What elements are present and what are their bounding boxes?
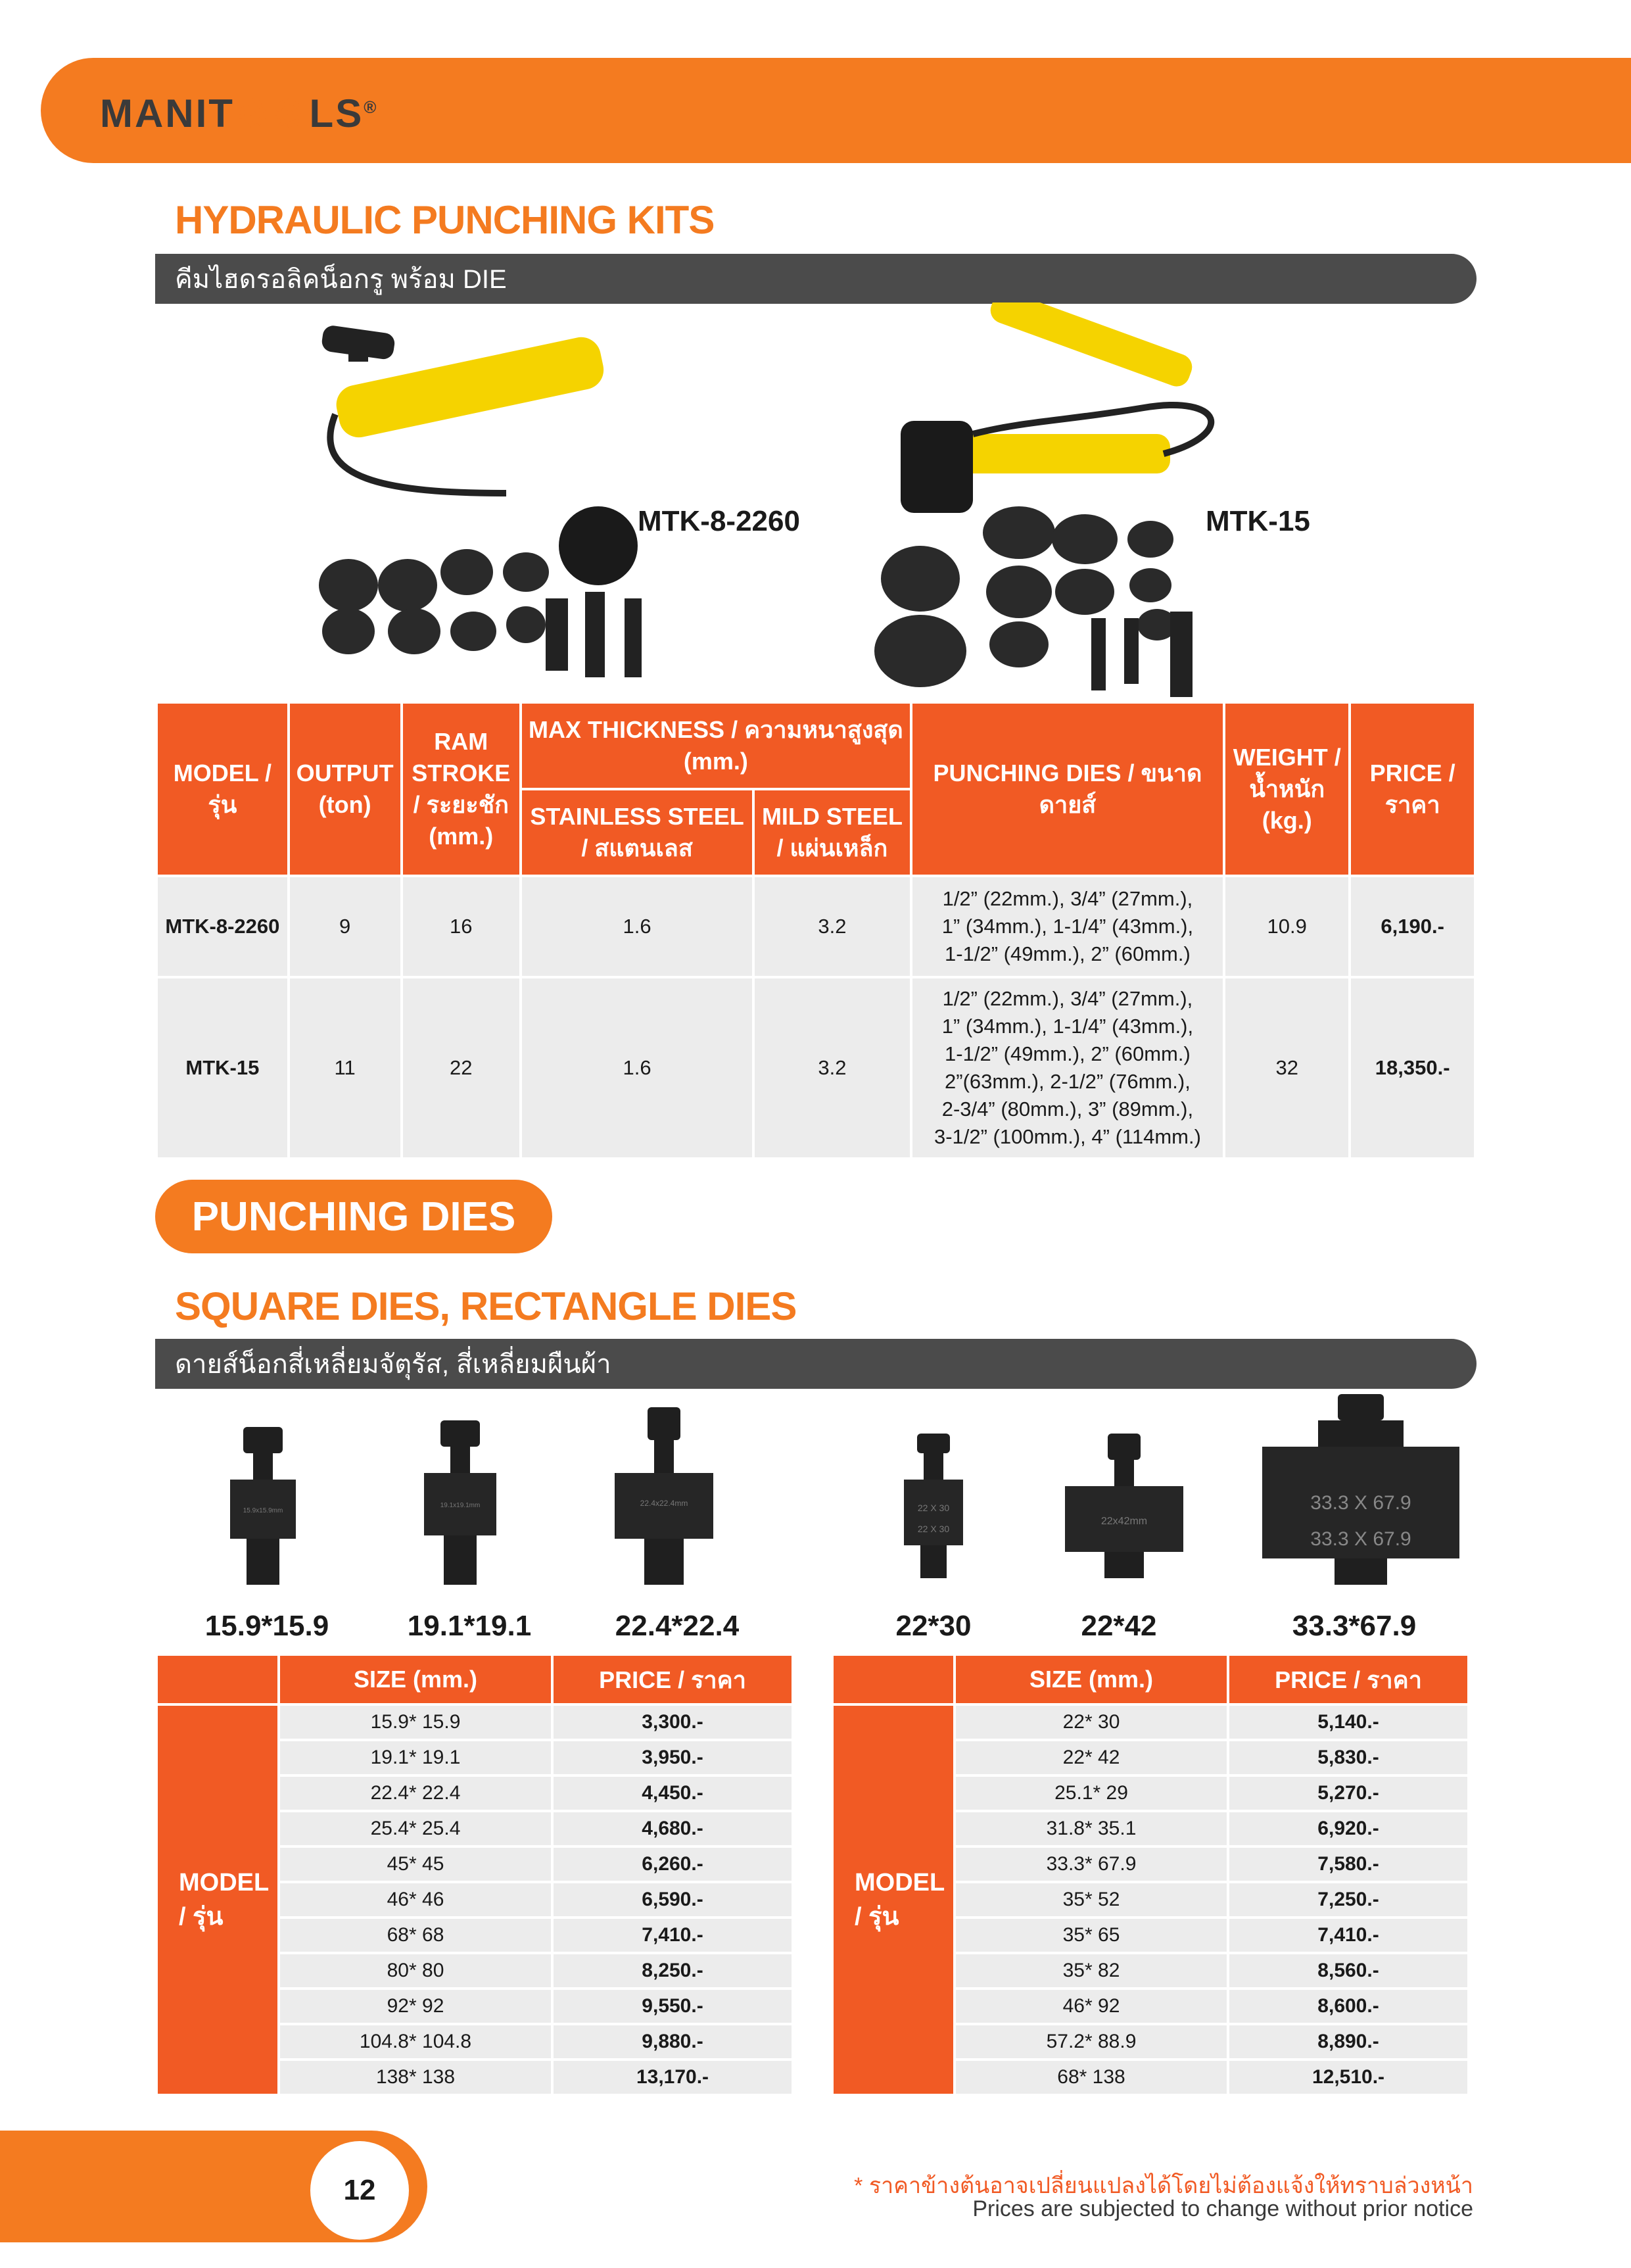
cell-size: 68* 68 (280, 1919, 551, 1952)
die-image-19-1 (414, 1420, 506, 1591)
cell-price: 5,830.- (1229, 1741, 1467, 1774)
cell-stainless: 1.6 (522, 877, 752, 976)
cell-price: 8,560.- (1229, 1954, 1467, 1987)
cell-price: 7,410.- (1229, 1919, 1467, 1952)
cell-size: 92* 92 (280, 1990, 551, 2023)
die-image-33-3 (1256, 1394, 1466, 1591)
cell-price: 8,890.- (1229, 2025, 1467, 2058)
cell-size: 35* 65 (956, 1919, 1227, 1952)
svg-text:15.9x15.9mm: 15.9x15.9mm (243, 1507, 283, 1514)
cell-price: 8,600.- (1229, 1990, 1467, 2023)
cell-size: 68* 138 (956, 2061, 1227, 2094)
cell-price: 6,920.- (1229, 1812, 1467, 1845)
cell-size: 35* 82 (956, 1954, 1227, 1987)
cell-price: 9,550.- (554, 1990, 792, 2023)
header-mild-steel: MILD STEEL / แผ่นเหล็ก (755, 790, 910, 875)
cell-model: MTK-15 (158, 978, 287, 1157)
cell-output: 9 (290, 877, 400, 976)
brand-logo: MANIT⚙⚙LS® (100, 91, 379, 135)
cell-mild: 3.2 (755, 877, 910, 976)
section-subtitle-bar (155, 254, 1477, 304)
mtk-15-product-image (868, 302, 1236, 697)
cell-weight: 10.9 (1225, 877, 1348, 976)
cell-price: 7,250.- (1229, 1883, 1467, 1916)
square-dies-price-table (155, 1653, 794, 2096)
header-price: PRICE / ราคา (1229, 1656, 1467, 1703)
cell-weight: 32 (1225, 978, 1348, 1157)
cell-price: 7,410.- (554, 1919, 792, 1952)
section-subtitle: คีมไฮดรอลิคน็อกรู พร้อม DIE (175, 265, 507, 294)
cell-price: 5,270.- (1229, 1777, 1467, 1810)
mtk-8-2260-product-image (309, 322, 677, 690)
cell-dies: 1/2” (22mm.), 3/4” (27mm.), 1” (34mm.), 1-1/4” (43mm.), 1-1/2” (49mm.), 2” (60mm.) (912, 877, 1223, 976)
cell-size: 80* 80 (280, 1954, 551, 1987)
model-label-cell: MODEL / รุ่น (834, 1706, 953, 2094)
cell-price: 4,450.- (554, 1777, 792, 1810)
cell-output: 11 (290, 978, 400, 1157)
cell-price: 5,140.- (1229, 1706, 1467, 1739)
header-ram-stroke: RAM STROKE / ระยะชัก (mm.) (403, 704, 520, 875)
die-label-19-1: 19.1*19.1 (407, 1610, 532, 1642)
die-label-22-42: 22*42 (1081, 1610, 1157, 1642)
cell-price: 12,510.- (1229, 2061, 1467, 2094)
cell-price: 13,170.- (554, 2061, 792, 2094)
die-label-22-30: 22*30 (895, 1610, 972, 1642)
punching-kits-spec-table (155, 701, 1477, 1160)
header-model: MODEL / รุ่น (158, 704, 287, 875)
table-row (158, 978, 1474, 1157)
header-size: SIZE (mm.) (956, 1656, 1227, 1703)
header-blank (158, 1656, 277, 1703)
cell-size: 22* 30 (956, 1706, 1227, 1739)
die-label-22-4: 22.4*22.4 (615, 1610, 740, 1642)
cell-stainless: 1.6 (522, 978, 752, 1157)
svg-text:33.3 X 67.9: 33.3 X 67.9 (1310, 1492, 1411, 1514)
cell-size: 57.2* 88.9 (956, 2025, 1227, 2058)
cell-size: 35* 52 (956, 1883, 1227, 1916)
cell-model: MTK-8-2260 (158, 877, 287, 976)
section-title-punching-kits: HYDRAULIC PUNCHING KITS (175, 198, 715, 242)
cell-size: 25.4* 25.4 (280, 1812, 551, 1845)
cell-size: 45* 45 (280, 1848, 551, 1881)
cell-size: 46* 92 (956, 1990, 1227, 2023)
price-note-thai: * ราคาข้างต้นอาจเปลี่ยนแปลงได้โดยไม่ต้องแจ้งให้ทราบล่วงหน้า (854, 2173, 1473, 2198)
cell-size: 22* 42 (956, 1741, 1227, 1774)
header-punching-dies: PUNCHING DIES / ขนาดดายส์ (912, 704, 1223, 875)
price-note-english: Prices are subjected to change without prior notice (972, 2196, 1473, 2221)
cell-price: 6,260.- (554, 1848, 792, 1881)
header-weight: WEIGHT / น้ำหนัก (kg.) (1225, 704, 1348, 875)
cell-dies: 1/2” (22mm.), 3/4” (27mm.), 1” (34mm.), 1-1/4” (43mm.), 1-1/2” (49mm.), 2” (60mm.) 2”(63mm.), 2-1/2” (76mm.), 2-3/4” (80mm.), 3” (89mm.), 3-1/2” (100mm.), 4” (114mm.) (912, 978, 1223, 1157)
section2-subtitle: ดายส์น็อกสี่เหลี่ยมจัตุรัส, สี่เหลี่ยมผืนผ้า (175, 1350, 611, 1379)
punching-dies-pill: PUNCHING DIES (155, 1180, 552, 1253)
die-label-15-9: 15.9*15.9 (204, 1610, 329, 1642)
section-title-square-dies: SQUARE DIES, RECTANGLE DIES (175, 1284, 797, 1328)
cell-size: 25.1* 29 (956, 1777, 1227, 1810)
header-price: PRICE / ราคา (554, 1656, 792, 1703)
header-max-thickness: MAX THICKNESS / ความหนาสูงสุด (mm.) (522, 704, 910, 788)
cell-size: 138* 138 (280, 2061, 551, 2094)
die-image-22-4 (605, 1407, 723, 1591)
cell-price: 4,680.- (554, 1812, 792, 1845)
cell-price: 18,350.- (1351, 978, 1474, 1157)
cell-mild: 3.2 (755, 978, 910, 1157)
svg-text:22 X 30: 22 X 30 (917, 1524, 950, 1534)
rectangle-dies-price-table (831, 1653, 1470, 2096)
product-label-mtk-15: MTK-15 (1206, 505, 1310, 537)
header-blank (834, 1656, 953, 1703)
header-stainless-steel: STAINLESS STEEL / สแตนเลส (522, 790, 752, 875)
die-image-22-30 (887, 1434, 980, 1591)
cell-size: 19.1* 19.1 (280, 1741, 551, 1774)
cell-price: 8,250.- (554, 1954, 792, 1987)
table-row (834, 1706, 1467, 1739)
svg-text:33.3 X 67.9: 33.3 X 67.9 (1310, 1528, 1411, 1550)
cell-ram-stroke: 22 (403, 978, 520, 1157)
cell-price: 3,300.- (554, 1706, 792, 1739)
table-row (158, 1706, 792, 1739)
header-price: PRICE / ราคา (1351, 704, 1474, 875)
header-size: SIZE (mm.) (280, 1656, 551, 1703)
cell-size: 31.8* 35.1 (956, 1812, 1227, 1845)
die-image-15-9 (217, 1427, 309, 1591)
page-number: 12 (310, 2141, 409, 2240)
cell-size: 104.8* 104.8 (280, 2025, 551, 2058)
cell-size: 46* 46 (280, 1883, 551, 1916)
cell-price: 7,580.- (1229, 1848, 1467, 1881)
cell-size: 15.9* 15.9 (280, 1706, 551, 1739)
cell-size: 22.4* 22.4 (280, 1777, 551, 1810)
svg-text:19.1x19.1mm: 19.1x19.1mm (440, 1502, 481, 1509)
wrench-logo-icon: ⚙⚙ (234, 91, 310, 135)
cell-price: 6,590.- (554, 1883, 792, 1916)
cell-price: 6,190.- (1351, 877, 1474, 976)
cell-size: 33.3* 67.9 (956, 1848, 1227, 1881)
product-label-mtk-8-2260: MTK-8-2260 (638, 505, 800, 537)
table-row (158, 877, 1474, 976)
svg-text:22x42mm: 22x42mm (1100, 1516, 1148, 1527)
section2-subtitle-bar (155, 1339, 1477, 1389)
header-output: OUTPUT (ton) (290, 704, 400, 875)
model-label-cell: MODEL / รุ่น (158, 1706, 277, 2094)
die-label-33-3: 33.3*67.9 (1292, 1610, 1417, 1642)
svg-text:22 X 30: 22 X 30 (917, 1503, 950, 1513)
cell-price: 9,880.- (554, 2025, 792, 2058)
cell-price: 3,950.- (554, 1741, 792, 1774)
svg-text:22.4x22.4mm: 22.4x22.4mm (640, 1499, 688, 1508)
die-image-22-42 (1058, 1434, 1190, 1591)
cell-ram-stroke: 16 (403, 877, 520, 976)
